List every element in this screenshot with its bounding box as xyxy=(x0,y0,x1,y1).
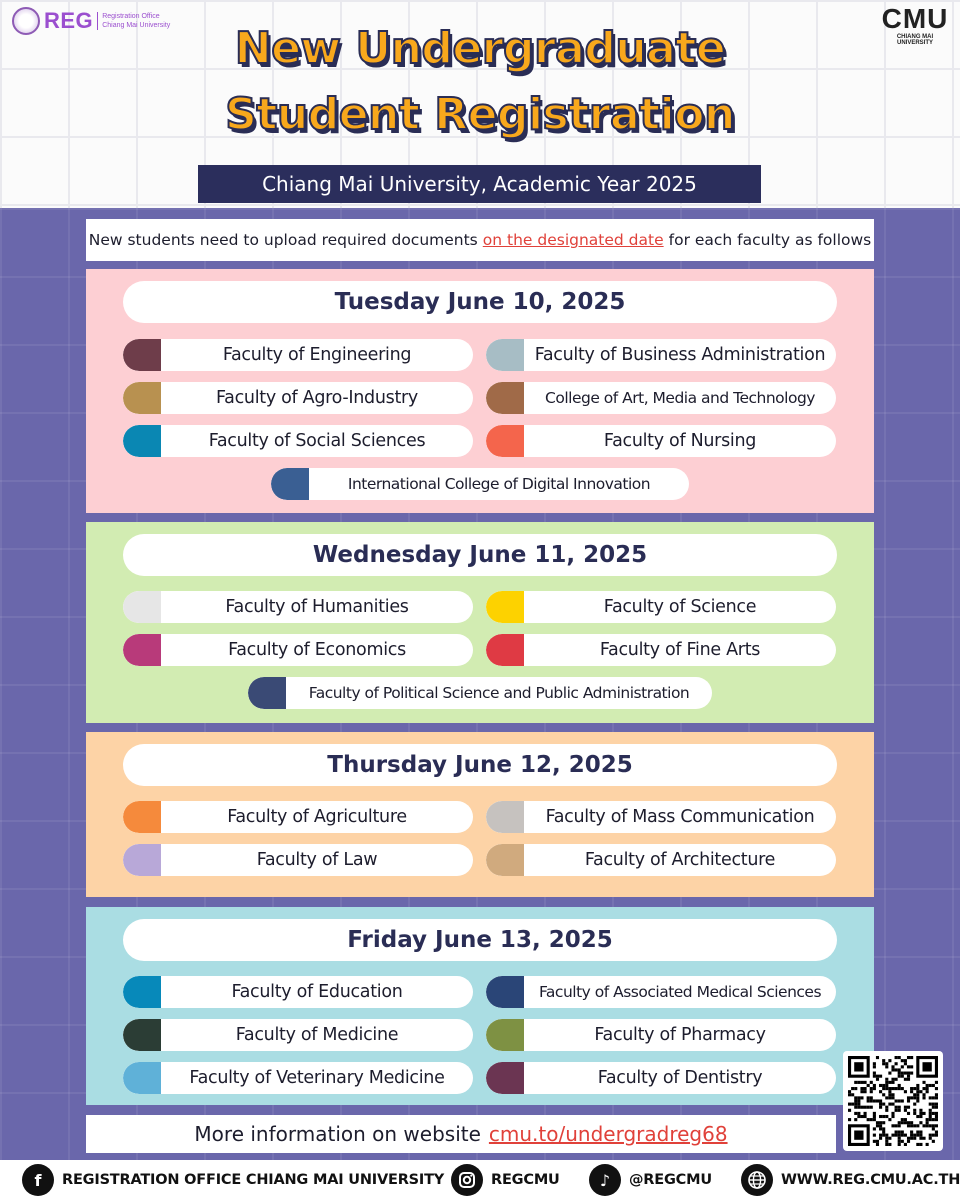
facebook-icon: f xyxy=(22,1164,54,1196)
day-date-header: Thursday June 12, 2025 xyxy=(123,744,837,786)
more-info-box xyxy=(86,1115,836,1153)
faculty-name: Faculty of Associated Medical Sciences xyxy=(538,983,822,1001)
intro-text-before: New students need to upload required documents xyxy=(88,231,478,249)
footer-tiktok[interactable] xyxy=(589,1164,712,1196)
footer-facebook[interactable] xyxy=(22,1164,444,1196)
faculty-name: Faculty of Agriculture xyxy=(227,807,407,827)
faculty-color-chip xyxy=(486,591,524,623)
faculty-pill xyxy=(271,468,689,500)
reg-logo-text: REG xyxy=(44,8,94,33)
footer-instagram[interactable] xyxy=(451,1164,560,1196)
faculty-color-chip xyxy=(123,425,161,457)
faculty-color-chip xyxy=(123,339,161,371)
page-title-line2: Student Registration xyxy=(225,89,735,140)
faculty-name: Faculty of Education xyxy=(231,982,403,1002)
faculty-name: Faculty of Fine Arts xyxy=(599,640,761,660)
faculty-color-chip xyxy=(486,976,524,1008)
faculty-name: Faculty of Political Science and Public Administration xyxy=(308,684,690,702)
intro-box xyxy=(86,219,874,261)
reg-logo-sub-line2: Chiang Mai University xyxy=(102,22,171,29)
tiktok-icon: ♪ xyxy=(589,1164,621,1196)
faculty-pill xyxy=(123,591,473,623)
faculty-name: Faculty of Dentistry xyxy=(597,1068,763,1088)
faculty-pill xyxy=(486,591,836,623)
faculty-color-chip xyxy=(486,634,524,666)
subtitle-bar xyxy=(198,165,761,203)
qr-code xyxy=(843,1051,943,1151)
faculty-name: Faculty of Veterinary Medicine xyxy=(189,1068,445,1088)
globe-icon xyxy=(741,1164,773,1196)
faculty-name: International College of Digital Innovation xyxy=(347,475,651,493)
faculty-pill xyxy=(123,339,473,371)
footer-website[interactable] xyxy=(741,1164,960,1196)
day-panel xyxy=(86,522,874,723)
faculty-pill xyxy=(123,425,473,457)
faculty-name: Faculty of Architecture xyxy=(584,850,776,870)
faculty-color-chip xyxy=(123,976,161,1008)
faculty-pill xyxy=(486,976,836,1008)
faculty-color-chip xyxy=(271,468,309,500)
faculty-name: Faculty of Nursing xyxy=(603,431,757,451)
faculty-color-chip xyxy=(123,801,161,833)
faculty-color-chip xyxy=(123,591,161,623)
faculty-color-chip xyxy=(486,801,524,833)
faculty-pill xyxy=(123,1019,473,1051)
faculty-name: Faculty of Business Administration xyxy=(534,345,826,365)
faculty-pill xyxy=(248,677,712,709)
faculty-name: Faculty of Engineering xyxy=(222,345,412,365)
faculty-pill xyxy=(486,634,836,666)
faculty-pill xyxy=(123,382,473,414)
page-title-line1: New Undergraduate xyxy=(234,23,726,74)
faculty-color-chip xyxy=(486,1062,524,1094)
faculty-name: College of Art, Media and Technology xyxy=(545,389,815,407)
faculty-color-chip xyxy=(123,844,161,876)
day-panel xyxy=(86,269,874,513)
faculty-pill xyxy=(123,976,473,1008)
intro-highlight: on the designated date xyxy=(482,231,664,249)
qr-code-pattern xyxy=(848,1056,938,1146)
intro-text-after: for each faculty as follows xyxy=(668,231,872,249)
faculty-pill xyxy=(123,801,473,833)
footer-website-label: WWW.REG.CMU.AC.TH xyxy=(781,1172,960,1188)
day-date-header: Wednesday June 11, 2025 xyxy=(123,534,837,576)
more-info-text: More information on website xyxy=(194,1122,481,1146)
footer-tiktok-label: @REGCMU xyxy=(629,1172,712,1188)
faculty-pill xyxy=(486,1019,836,1051)
faculty-name: Faculty of Humanities xyxy=(225,597,409,617)
faculty-pill xyxy=(486,382,836,414)
faculty-pill xyxy=(486,1062,836,1094)
faculty-color-chip xyxy=(486,1019,524,1051)
cmu-logo-subtitle: CHIANG MAI UNIVERSITY xyxy=(896,34,934,46)
faculty-color-chip xyxy=(248,677,286,709)
faculty-name: Faculty of Law xyxy=(256,850,378,870)
day-panel xyxy=(86,732,874,897)
subtitle-text: Chiang Mai University, Academic Year 2025 xyxy=(262,172,697,196)
reg-logo-sub-line1: Registration Office xyxy=(102,13,160,20)
faculty-pill xyxy=(486,425,836,457)
more-info-link[interactable]: cmu.to/undergradreg68 xyxy=(488,1122,728,1146)
faculty-color-chip xyxy=(486,339,524,371)
faculty-name: Faculty of Social Sciences xyxy=(208,431,426,451)
footer-facebook-label: REGISTRATION OFFICE CHIANG MAI UNIVERSITY xyxy=(62,1172,445,1188)
faculty-name: Faculty of Agro-Industry xyxy=(216,388,418,408)
footer xyxy=(0,1160,960,1200)
faculty-pill xyxy=(123,634,473,666)
faculty-name: Faculty of Pharmacy xyxy=(594,1025,766,1045)
cmu-logo-text: CMU xyxy=(881,3,949,34)
faculty-color-chip xyxy=(486,382,524,414)
footer-instagram-label: REGCMU xyxy=(491,1172,560,1188)
faculty-name: Faculty of Science xyxy=(603,597,757,617)
faculty-name: Faculty of Medicine xyxy=(235,1025,399,1045)
faculty-pill xyxy=(123,1062,473,1094)
faculty-pill xyxy=(486,801,836,833)
faculty-color-chip xyxy=(486,844,524,876)
faculty-color-chip xyxy=(123,382,161,414)
faculty-pill xyxy=(486,844,836,876)
faculty-pill xyxy=(123,844,473,876)
faculty-color-chip xyxy=(123,1062,161,1094)
faculty-color-chip xyxy=(123,1019,161,1051)
faculty-pill xyxy=(486,339,836,371)
day-date-header: Friday June 13, 2025 xyxy=(123,919,837,961)
faculty-name: Faculty of Mass Communication xyxy=(545,807,815,827)
day-date-header: Tuesday June 10, 2025 xyxy=(123,281,837,323)
instagram-icon xyxy=(451,1164,483,1196)
faculty-name: Faculty of Economics xyxy=(228,640,406,660)
day-panel xyxy=(86,907,874,1105)
faculty-color-chip xyxy=(486,425,524,457)
faculty-color-chip xyxy=(123,634,161,666)
